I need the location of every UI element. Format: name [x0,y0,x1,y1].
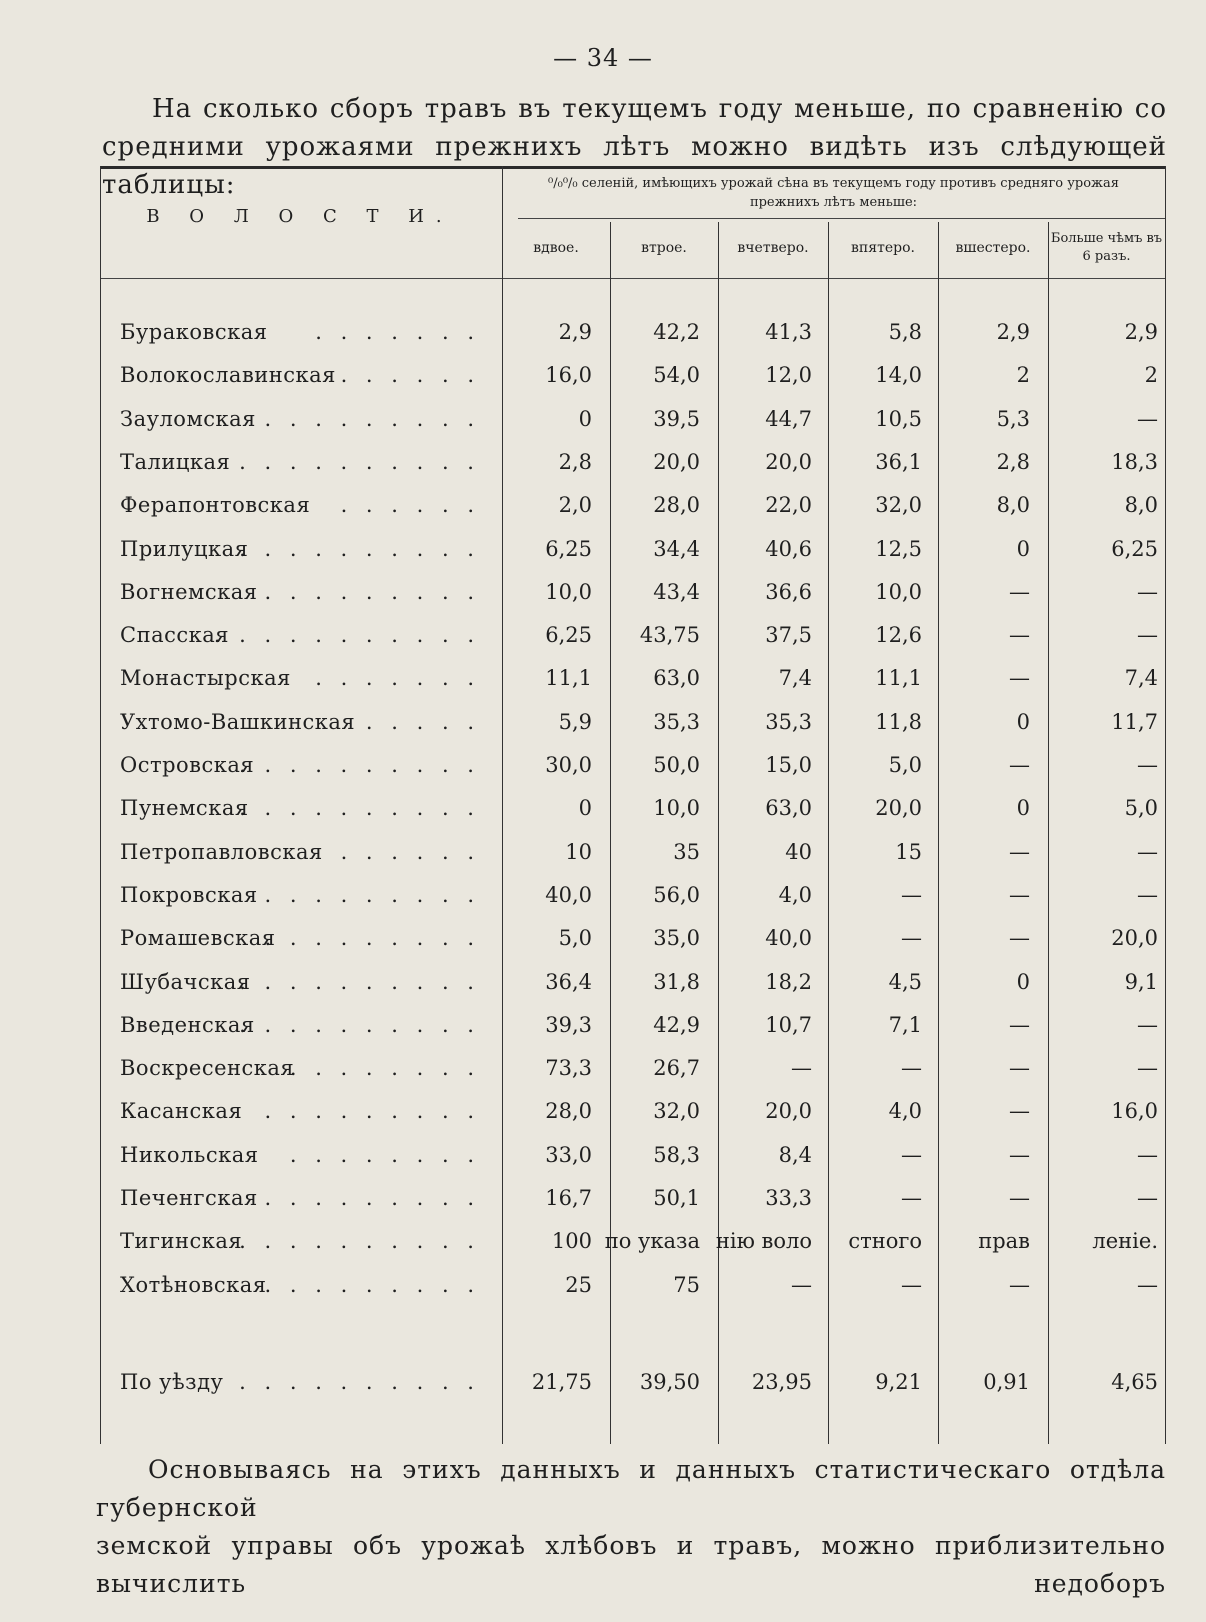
cell-bolshe: — [1137,1143,1158,1167]
table-row [120,658,1165,698]
cell-vpyatero: — [901,926,922,950]
cell-vpyatero: — [901,1143,922,1167]
cell-vdvoe: 73,3 [545,1056,592,1080]
rule-right [1165,166,1166,1444]
volost-name: Тигинская [120,1229,243,1253]
cell-vshestero: — [1009,1099,1030,1123]
cell-vdvoe: 0 [578,796,592,820]
cell-vchetvero: 23,95 [751,1370,812,1394]
volost-name: Никольская [120,1143,259,1167]
cell-vchetvero: 20,0 [765,1099,812,1123]
total-label: По уѣзду [120,1370,224,1394]
dot-leader: . . . . . . . . . [264,926,480,950]
cell-vtroe: 20,0 [653,450,700,474]
table-row [120,355,1165,395]
outro-paragraph [96,1451,1166,1603]
cell-vshestero: 2,8 [996,450,1030,474]
dot-leader: . . . . . . . . . [264,883,480,907]
cell-bolshe: — [1137,407,1158,431]
cell-vchetvero: 10,7 [765,1013,812,1037]
cell-bolshe: 2,9 [1124,320,1158,344]
cell-bolshe: — [1137,580,1158,604]
header-group: ⁰/₀⁰/₀ селеній, имѣющихъ урожай сѣна въ текущемъ году противъ средняго урожая прежнихъ лѣтъ меньше: [548,176,1119,210]
cell-vshestero: 2 [1016,363,1030,387]
cell-vshestero: 8,0 [996,493,1030,517]
cell-vshestero: 0,91 [983,1370,1030,1394]
table-row [120,745,1165,785]
header-bottom-rule [100,278,1165,279]
cell-bolshe: 18,3 [1111,450,1158,474]
cell-vtroe: 39,5 [653,407,700,431]
cell-vtroe: 58,3 [653,1143,700,1167]
cell-vtroe: 35,3 [653,710,700,734]
dot-leader: . . . . . . . . . . [239,1370,480,1394]
cell-vshestero: — [1009,753,1030,777]
table-row [120,832,1165,872]
volost-name: Зауломская [120,407,256,431]
cell-vtroe: 10,0 [653,796,700,820]
dot-leader: . . . . . . . . . . . [213,623,480,647]
cell-bolshe: — [1137,1273,1158,1297]
cell-vpyatero: 12,5 [875,537,922,561]
cell-vdvoe: 28,0 [545,1099,592,1123]
cell-vpyatero: 9,21 [875,1370,922,1394]
cell-vshestero: 2,9 [996,320,1030,344]
dot-leader: . . . . . . [340,493,480,517]
cell-vshestero: — [1009,666,1030,690]
dot-leader: . . . . . . . . . . [239,1013,480,1037]
cell-vshestero: — [1009,1186,1030,1210]
col-header-vtroe: втрое. [641,240,687,256]
table-row [120,485,1165,525]
cell-vtroe: 32,0 [653,1099,700,1123]
table-row [120,572,1165,612]
dot-leader: . . . . . . . . . [264,1099,480,1123]
cell-vchetvero: 12,0 [765,363,812,387]
col-header-bolshe: Больше чѣмъ въ 6 разъ. [1050,231,1163,264]
cell-vdvoe: 40,0 [545,883,592,907]
cell-vpyatero: стного [848,1229,922,1253]
cell-vdvoe: 21,75 [531,1370,592,1394]
cell-vdvoe: 5,0 [558,926,592,950]
page-number: — 34 — [553,44,653,72]
volost-name: Ферапонтовская [120,493,311,517]
volost-name: Покровская [120,883,258,907]
cell-bolshe: леніе. [1092,1229,1158,1253]
cell-vtroe: 26,7 [653,1056,700,1080]
cell-vchetvero: 63,0 [765,796,812,820]
table-row [120,1048,1165,1088]
cell-bolshe: 20,0 [1111,926,1158,950]
table-row [120,702,1165,742]
cell-vshestero: — [1009,623,1030,647]
cell-vshestero: — [1009,883,1030,907]
cell-vpyatero: 20,0 [875,796,922,820]
table-row [120,529,1165,569]
cell-vchetvero: нію воло [715,1229,812,1253]
cell-vshestero: 0 [1016,970,1030,994]
cell-vtroe: 35,0 [653,926,700,950]
cell-vdvoe: 0 [578,407,592,431]
cell-vtroe: 43,75 [639,623,700,647]
dot-leader: . . . . . . . [315,666,480,690]
dot-leader: . . . . . . . . . . [239,537,480,561]
table-row [120,399,1165,439]
cell-vdvoe: 6,25 [545,623,592,647]
table-row [120,875,1165,915]
cell-vdvoe: 6,25 [545,537,592,561]
dot-leader: . . . . . . . . . . [239,1229,480,1253]
cell-vtroe: 50,1 [653,1186,700,1210]
dot-leader: . . . . . . . . . . [239,450,480,474]
cell-vdvoe: 10 [565,840,592,864]
cell-vtroe: 35 [673,840,700,864]
cell-vpyatero: 14,0 [875,363,922,387]
outro-line-2: земской управы объ урожаѣ хлѣбовъ и травъ, можно приблизительно вычислить недоборъ [96,1531,1166,1598]
volost-name: Петропавловская [120,840,323,864]
cell-bolshe: — [1137,840,1158,864]
cell-vchetvero: 7,4 [778,666,812,690]
volost-name: Хотѣновская [120,1273,267,1297]
cell-bolshe: — [1137,623,1158,647]
outro-line-1: Основываясь на этихъ данныхъ и данныхъ статистическаго отдѣла губернской [96,1455,1166,1522]
col-header-vchetvero: вчетверо. [737,240,809,256]
dot-leader: . . . . . . . . [289,1143,480,1167]
cell-vtroe: 31,8 [653,970,700,994]
cell-bolshe: 2 [1144,363,1158,387]
cell-vtroe: 28,0 [653,493,700,517]
cell-vpyatero: 12,6 [875,623,922,647]
table-row [120,312,1165,352]
cell-bolshe: 11,7 [1111,710,1158,734]
table-row [120,918,1165,958]
cell-vchetvero: 4,0 [778,883,812,907]
cell-vchetvero: 41,3 [765,320,812,344]
cell-vtroe: 43,4 [653,580,700,604]
cell-vchetvero: 40,0 [765,926,812,950]
cell-vshestero: 5,3 [996,407,1030,431]
cell-vchetvero: 44,7 [765,407,812,431]
cell-vchetvero: 8,4 [778,1143,812,1167]
cell-vpyatero: 11,1 [875,666,922,690]
cell-vchetvero: 37,5 [765,623,812,647]
cell-vdvoe: 100 [551,1229,592,1253]
cell-vshestero: — [1009,1273,1030,1297]
cell-vpyatero: — [901,1186,922,1210]
header-group-divider [518,218,1165,219]
cell-vshestero: 0 [1016,537,1030,561]
cell-vpyatero: 11,8 [875,710,922,734]
dot-leader: . . . . . . . . . . [239,753,480,777]
cell-vchetvero: 35,3 [765,710,812,734]
table-row [120,1178,1165,1218]
table-row [120,788,1165,828]
cell-vshestero: — [1009,580,1030,604]
cell-bolshe: — [1137,1013,1158,1037]
cell-vchetvero: — [791,1056,812,1080]
cell-vdvoe: 33,0 [545,1143,592,1167]
cell-bolshe: — [1137,883,1158,907]
intro-paragraph: На сколько сборъ травъ въ текущемъ году меньше, по сравненію со средними урожаями прежнихъ лѣтъ можно видѣть изъ слѣдующей таблицы: [102,94,1167,200]
dot-leader: . . . . . . [340,363,480,387]
header-volosti: В О Л О С Т И. [146,206,454,227]
cell-vtroe: 75 [673,1273,700,1297]
cell-vtroe: по указа [604,1229,700,1253]
table-row [120,442,1165,482]
volost-name: Ухтомо-Вашкинская [120,710,356,734]
cell-vdvoe: 11,1 [545,666,592,690]
cell-vpyatero: 10,0 [875,580,922,604]
table-row [120,615,1165,655]
volost-name: Талицкая [120,450,231,474]
cell-vpyatero: 4,5 [888,970,922,994]
cell-vchetvero: 40 [785,840,812,864]
cell-vpyatero: 5,8 [888,320,922,344]
cell-vtroe: 42,9 [653,1013,700,1037]
cell-vpyatero: 5,0 [888,753,922,777]
cell-vchetvero: 36,6 [765,580,812,604]
cell-vshestero: — [1009,1143,1030,1167]
volost-name: Ромашевская [120,926,276,950]
cell-vtroe: 50,0 [653,753,700,777]
cell-vpyatero: — [901,1273,922,1297]
cell-bolshe: 5,0 [1124,796,1158,820]
cell-bolshe: — [1137,753,1158,777]
cell-bolshe: 4,65 [1111,1370,1158,1394]
cell-vpyatero: 7,1 [888,1013,922,1037]
cell-vdvoe: 16,0 [545,363,592,387]
cell-vdvoe: 2,8 [558,450,592,474]
dot-leader: . . . . . . . . . . [239,970,480,994]
table-row [120,1135,1165,1175]
cell-vtroe: 54,0 [653,363,700,387]
dot-leader: . . . . . . . [315,320,480,344]
cell-vshestero: — [1009,840,1030,864]
volost-name: Спасская [120,623,229,647]
cell-vchetvero: 20,0 [765,450,812,474]
cell-vpyatero: — [901,883,922,907]
cell-vpyatero: 36,1 [875,450,922,474]
cell-vdvoe: 5,9 [558,710,592,734]
volost-name: Воскресенская [120,1056,295,1080]
cell-vshestero: — [1009,926,1030,950]
cell-vdvoe: 2,9 [558,320,592,344]
cell-vdvoe: 25 [565,1273,592,1297]
volost-name: Пунемская [120,796,249,820]
total-row [120,1362,1165,1402]
cell-bolshe: 9,1 [1124,970,1158,994]
volost-name: Волокославинская [120,363,336,387]
cell-bolshe: 7,4 [1124,666,1158,690]
cell-vpyatero: 32,0 [875,493,922,517]
dot-leader: . . . . . [365,710,480,734]
cell-vpyatero: — [901,1056,922,1080]
cell-bolshe: 16,0 [1111,1099,1158,1123]
dot-leader: . . . . . . . . . [264,407,480,431]
rule-left [100,166,101,1444]
table-row [120,1265,1165,1305]
cell-bolshe: — [1137,1056,1158,1080]
cell-vshestero: 0 [1016,796,1030,820]
volost-name: Введенская [120,1013,255,1037]
col-header-vshestero: вшестеро. [955,240,1031,256]
dot-leader: . . . . . . [340,840,480,864]
cell-vtroe: 39,50 [639,1370,700,1394]
cell-vchetvero: 15,0 [765,753,812,777]
cell-vshestero: прав [978,1229,1030,1253]
cell-vchetvero: 33,3 [765,1186,812,1210]
cell-vchetvero: 22,0 [765,493,812,517]
cell-vtroe: 56,0 [653,883,700,907]
cell-bolshe: — [1137,1186,1158,1210]
cell-vshestero: 0 [1016,710,1030,734]
cell-bolshe: 8,0 [1124,493,1158,517]
cell-vdvoe: 16,7 [545,1186,592,1210]
table-row [120,1005,1165,1045]
table-row [120,962,1165,1002]
table-row [120,1221,1165,1261]
dot-leader: . . . . . . . . . [264,1273,480,1297]
cell-vtroe: 63,0 [653,666,700,690]
volost-name: Шубачская [120,970,251,994]
cell-vchetvero: 18,2 [765,970,812,994]
cell-vshestero: — [1009,1013,1030,1037]
dot-leader: . . . . . . . . . . [239,796,480,820]
volost-name: Бураковская [120,320,268,344]
cell-vtroe: 42,2 [653,320,700,344]
table-row [120,1091,1165,1131]
cell-vchetvero: 40,6 [765,537,812,561]
dot-leader: . . . . . . . . [289,1056,480,1080]
cell-vpyatero: 10,5 [875,407,922,431]
volost-name: Касанская [120,1099,243,1123]
dot-leader: . . . . . . . . . [264,580,480,604]
cell-vpyatero: 15 [895,840,922,864]
col-header-vdvoe: вдвое. [533,240,579,256]
col-header-vpyatero: впятеро. [851,240,915,256]
cell-vtroe: 34,4 [653,537,700,561]
volost-name: Островская [120,753,255,777]
cell-vdvoe: 39,3 [545,1013,592,1037]
volost-name: Монастырская [120,666,291,690]
cell-vchetvero: — [791,1273,812,1297]
cell-bolshe: 6,25 [1111,537,1158,561]
cell-vdvoe: 10,0 [545,580,592,604]
dot-leader: . . . . . . . . . [264,1186,480,1210]
cell-vdvoe: 2,0 [558,493,592,517]
cell-vpyatero: 4,0 [888,1099,922,1123]
volost-name: Вогнемская [120,580,258,604]
cell-vdvoe: 30,0 [545,753,592,777]
volost-name: Прилуцкая [120,537,249,561]
volost-name: Печенгская [120,1186,258,1210]
cell-vshestero: — [1009,1056,1030,1080]
cell-vdvoe: 36,4 [545,970,592,994]
